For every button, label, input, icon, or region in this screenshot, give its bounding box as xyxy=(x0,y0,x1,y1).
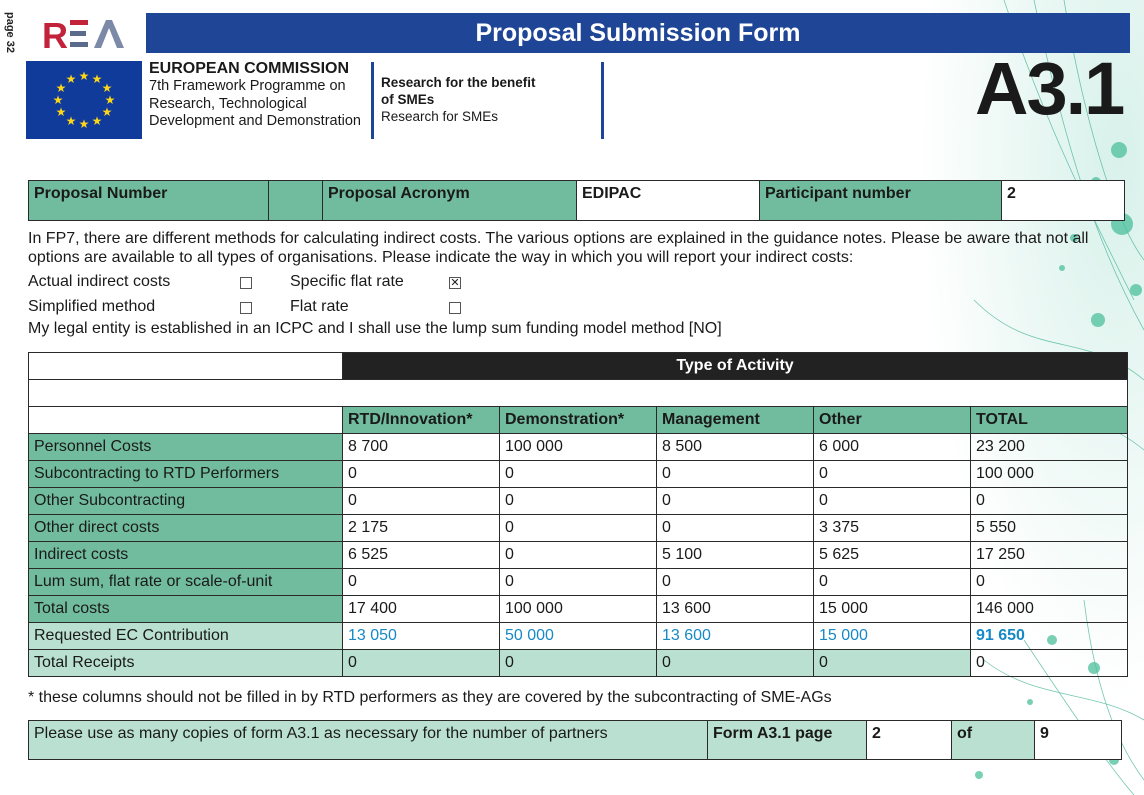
svg-text:★: ★ xyxy=(101,81,113,95)
programme-line: Research for SMEs xyxy=(381,109,499,124)
programme-block xyxy=(381,74,536,125)
form-title: Proposal Submission Form xyxy=(146,13,1130,53)
option-label: Flat rate xyxy=(290,298,349,315)
cost-cell[interactable]: 2 175 xyxy=(343,515,500,542)
commission-block xyxy=(149,60,361,131)
svg-text:★: ★ xyxy=(104,93,116,107)
table-row xyxy=(29,650,1128,677)
option-label: Actual indirect costs xyxy=(28,273,171,290)
total-cell: 0 xyxy=(971,569,1128,596)
eu-flag-logo xyxy=(26,61,142,139)
commission-line: Research, Technological xyxy=(149,95,307,112)
participant-number-field[interactable]: 2 xyxy=(1002,181,1125,221)
cost-cell[interactable]: 0 xyxy=(500,515,657,542)
table-row xyxy=(29,569,1128,596)
cost-cell[interactable]: 0 xyxy=(657,515,814,542)
table-row xyxy=(29,515,1128,542)
page-label: Form A3.1 page xyxy=(708,721,867,760)
row-label: Other Subcontracting xyxy=(29,488,343,515)
row-label: Lum sum, flat rate or scale-of-unit xyxy=(29,569,343,596)
cost-cell[interactable]: 0 xyxy=(343,569,500,596)
commission-line: 7th Framework Programme on xyxy=(149,78,346,94)
cost-cell[interactable]: 0 xyxy=(657,461,814,488)
ec-contribution-cell[interactable]: 50 000 xyxy=(500,623,657,650)
receipts-cell[interactable]: 0 xyxy=(657,650,814,677)
cost-cell[interactable]: 0 xyxy=(657,569,814,596)
cost-cell[interactable]: 0 xyxy=(814,569,971,596)
ec-contribution-cell[interactable]: 15 000 xyxy=(814,623,971,650)
rea-logo xyxy=(42,14,126,59)
cost-cell: 100 000 xyxy=(500,596,657,623)
participant-number-label: Participant number xyxy=(760,181,1002,221)
total-cell: 100 000 xyxy=(971,461,1128,488)
specific-flat-rate-checkbox[interactable]: ✕ xyxy=(450,277,460,289)
cost-cell[interactable]: 0 xyxy=(657,488,814,515)
column-header: Management xyxy=(657,407,814,434)
row-label: Indirect costs xyxy=(29,542,343,569)
page-number-field[interactable]: 2 xyxy=(867,721,952,760)
footer-table xyxy=(28,720,1122,760)
svg-text:★: ★ xyxy=(91,114,103,128)
svg-text:★: ★ xyxy=(65,114,77,128)
commission-line: Development and Demonstration xyxy=(149,113,361,129)
total-cell: 0 xyxy=(971,488,1128,515)
proposal-number-label: Proposal Number xyxy=(29,181,269,221)
receipts-cell[interactable]: 0 xyxy=(500,650,657,677)
blank-row xyxy=(29,380,1128,407)
table-row xyxy=(29,488,1128,515)
commission-title: EUROPEAN COMMISSION xyxy=(149,60,350,77)
footnote: * these columns should not be filled in by RTD performers as they are covered by the subcontracting of SME-AGs xyxy=(28,689,832,706)
cost-cell[interactable]: 0 xyxy=(343,461,500,488)
cost-cell[interactable]: 6 525 xyxy=(343,542,500,569)
type-of-activity-header: Type of Activity xyxy=(343,353,1128,380)
programme-bold-line: of SMEs xyxy=(381,92,435,107)
cost-cell[interactable]: 6 000 xyxy=(814,434,971,461)
total-cell: 146 000 xyxy=(971,596,1128,623)
table-row xyxy=(29,461,1128,488)
intro-paragraph: In FP7, there are different methods for calculating indirect costs. The various options are explained in the guidance notes. Please be aware that not all options are available to all types of organisations. Please indicate the way in which you will report your indirect costs: xyxy=(28,230,1089,266)
svg-text:★: ★ xyxy=(52,93,64,107)
proposal-acronym-field[interactable]: EDIPAC xyxy=(577,181,760,221)
ec-contribution-total: 91 650 xyxy=(971,623,1128,650)
row-label: Total Receipts xyxy=(29,650,343,677)
table-row xyxy=(29,542,1128,569)
actual-indirect-costs-checkbox[interactable] xyxy=(240,277,252,289)
row-label: Personnel Costs xyxy=(29,434,343,461)
svg-text:★: ★ xyxy=(78,69,90,83)
cost-cell[interactable]: 8 700 xyxy=(343,434,500,461)
column-header: TOTAL xyxy=(971,407,1128,434)
of-label: of xyxy=(952,721,1035,760)
cost-cell[interactable]: 5 625 xyxy=(814,542,971,569)
svg-text:★: ★ xyxy=(101,105,113,119)
cost-cell: 17 400 xyxy=(343,596,500,623)
blank-cell xyxy=(29,353,343,380)
total-cell: 5 550 xyxy=(971,515,1128,542)
row-label: Total costs xyxy=(29,596,343,623)
copies-note: Please use as many copies of form A3.1 as necessary for the number of partners xyxy=(29,721,708,760)
simplified-method-checkbox[interactable] xyxy=(240,302,252,314)
divider xyxy=(601,62,604,139)
column-header: Other xyxy=(814,407,971,434)
cost-cell[interactable]: 3 375 xyxy=(814,515,971,542)
cost-cell[interactable]: 0 xyxy=(500,461,657,488)
row-label: Subcontracting to RTD Performers xyxy=(29,461,343,488)
total-cell: 17 250 xyxy=(971,542,1128,569)
cost-cell[interactable]: 0 xyxy=(814,461,971,488)
receipts-cell[interactable]: 0 xyxy=(343,650,500,677)
flat-rate-checkbox[interactable] xyxy=(449,302,461,314)
cost-cell[interactable]: 0 xyxy=(500,542,657,569)
cost-cell[interactable]: 0 xyxy=(500,488,657,515)
receipts-total: 0 xyxy=(971,650,1128,677)
programme-bold-line: Research for the benefit xyxy=(381,75,536,90)
receipts-cell[interactable]: 0 xyxy=(814,650,971,677)
cost-cell[interactable]: 5 100 xyxy=(657,542,814,569)
icpc-statement: My legal entity is established in an ICPC and I shall use the lump sum funding model method [NO] xyxy=(28,320,722,337)
svg-text:★: ★ xyxy=(65,72,77,86)
svg-text:★: ★ xyxy=(91,72,103,86)
costs-table xyxy=(28,352,1128,677)
divider xyxy=(371,62,374,139)
page-side-label: page 32 xyxy=(4,12,16,53)
proposal-acronym-label: Proposal Acronym xyxy=(323,181,577,221)
cost-cell[interactable]: 0 xyxy=(814,488,971,515)
cost-cell: 13 600 xyxy=(657,596,814,623)
cost-cell[interactable]: 0 xyxy=(343,488,500,515)
proposal-number-field[interactable] xyxy=(269,181,323,221)
cost-cell[interactable]: 0 xyxy=(500,569,657,596)
column-header: RTD/Innovation* xyxy=(343,407,500,434)
table-row xyxy=(29,434,1128,461)
ec-contribution-cell[interactable]: 13 600 xyxy=(657,623,814,650)
cost-cell: 15 000 xyxy=(814,596,971,623)
total-pages-field[interactable]: 9 xyxy=(1035,721,1122,760)
svg-text:★: ★ xyxy=(55,105,67,119)
blank-cell xyxy=(29,407,343,434)
cost-cell[interactable]: 100 000 xyxy=(500,434,657,461)
table-row xyxy=(29,596,1128,623)
column-header: Demonstration* xyxy=(500,407,657,434)
proposal-info-table xyxy=(28,180,1125,221)
form-code: A3.1 xyxy=(975,47,1124,130)
svg-text:★: ★ xyxy=(55,81,67,95)
ec-contribution-cell[interactable]: 13 050 xyxy=(343,623,500,650)
table-row xyxy=(29,623,1128,650)
option-label: Simplified method xyxy=(28,298,156,315)
cost-cell[interactable]: 8 500 xyxy=(657,434,814,461)
option-label: Specific flat rate xyxy=(290,273,404,290)
logo-letter-r: R xyxy=(42,15,68,54)
total-cell: 23 200 xyxy=(971,434,1128,461)
svg-text:★: ★ xyxy=(78,117,90,131)
row-label: Other direct costs xyxy=(29,515,343,542)
row-label: Requested EC Contribution xyxy=(29,623,343,650)
